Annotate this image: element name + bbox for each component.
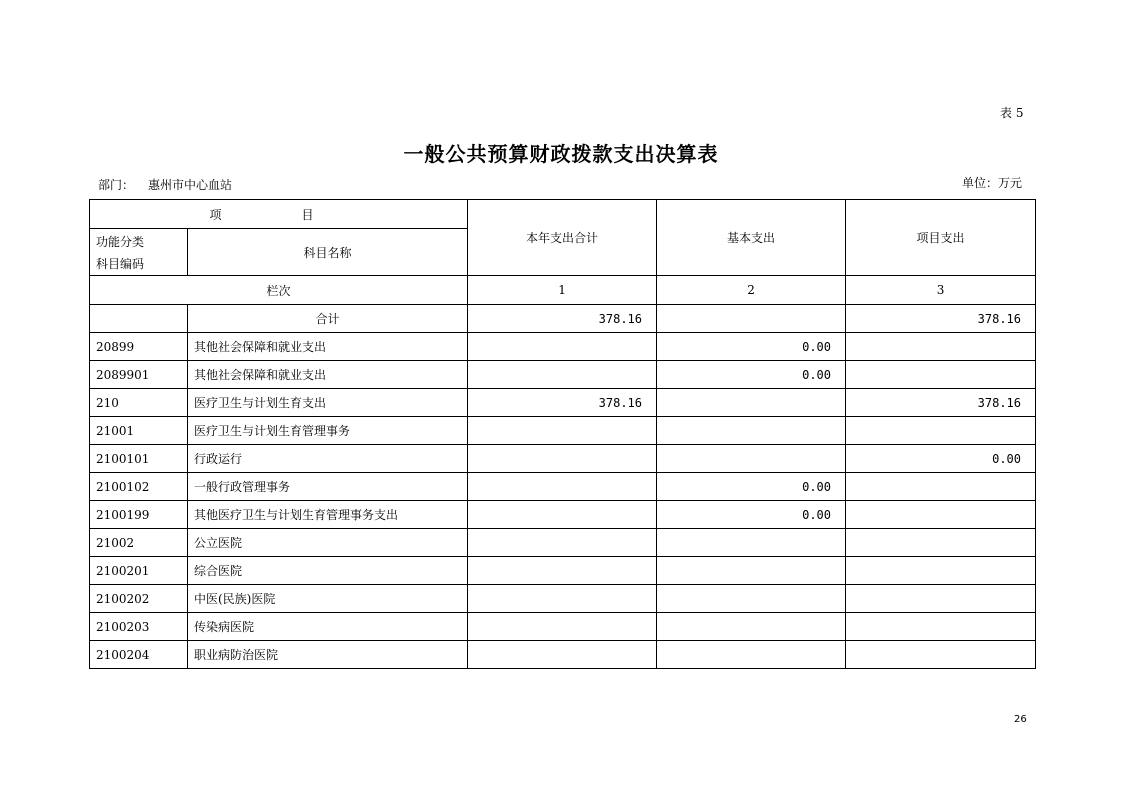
row-project (846, 333, 1036, 361)
header-basic-expenditure: 基本支出 (657, 200, 846, 276)
row-basic (657, 445, 846, 473)
header-total-expenditure: 本年支出合计 (468, 200, 657, 276)
row-basic (657, 585, 846, 613)
row-subject-name: 其他社会保障和就业支出 (188, 333, 468, 361)
row-project: 378.16 (846, 389, 1036, 417)
row-subject-name: 职业病防治医院 (188, 641, 468, 669)
row-project (846, 613, 1036, 641)
row-subject-name: 医疗卫生与计划生育支出 (188, 389, 468, 417)
row-total: 378.16 (468, 389, 657, 417)
row-code: 20899 (90, 333, 188, 361)
row-project (846, 641, 1036, 669)
row-project (846, 473, 1036, 501)
row-project (846, 529, 1036, 557)
row-basic (657, 641, 846, 669)
table-row (90, 473, 1036, 501)
row-subject-name: 综合医院 (188, 557, 468, 585)
table-number: 表 5 (1000, 106, 1024, 120)
row-basic (657, 389, 846, 417)
row-code: 2089901 (90, 361, 188, 389)
row-basic (657, 417, 846, 445)
row-code: 2100199 (90, 501, 188, 529)
header-subject-name: 科目名称 (188, 229, 468, 276)
row-total (468, 529, 657, 557)
row-project (846, 417, 1036, 445)
row-subject-name: 公立医院 (188, 529, 468, 557)
row-basic (657, 557, 846, 585)
row-code: 2100102 (90, 473, 188, 501)
row-total (468, 417, 657, 445)
expenditure-table (89, 199, 1036, 669)
row-code: 2100204 (90, 641, 188, 669)
table-row (90, 529, 1036, 557)
total-basic (657, 305, 846, 333)
row-total (468, 473, 657, 501)
header-function-code-line1: 功能分类 (96, 235, 145, 249)
header-col2: 2 (657, 276, 846, 305)
row-project (846, 501, 1036, 529)
table-row (90, 585, 1036, 613)
row-subject-name: 其他社会保障和就业支出 (188, 361, 468, 389)
table-row (90, 641, 1036, 669)
department-line (98, 176, 232, 193)
row-total (468, 333, 657, 361)
page-title: 一般公共预算财政拨款支出决算表 (403, 142, 719, 166)
row-project: 0.00 (846, 445, 1036, 473)
header-item: 项 目 (90, 200, 468, 229)
row-basic: 0.00 (657, 473, 846, 501)
department-label: 部门： (98, 178, 135, 192)
table-row (90, 389, 1036, 417)
row-project (846, 361, 1036, 389)
header-project-expenditure: 项目支出 (846, 200, 1036, 276)
row-project (846, 585, 1036, 613)
row-subject-name: 传染病医院 (188, 613, 468, 641)
row-basic (657, 613, 846, 641)
row-code: 2100201 (90, 557, 188, 585)
table-row (90, 501, 1036, 529)
header-col1: 1 (468, 276, 657, 305)
row-subject-name: 其他医疗卫生与计划生育管理事务支出 (188, 501, 468, 529)
table-row (90, 613, 1036, 641)
row-total (468, 585, 657, 613)
total-total: 378.16 (468, 305, 657, 333)
total-row (90, 305, 1036, 333)
department-name: 惠州市中心血站 (148, 178, 233, 192)
row-basic (657, 529, 846, 557)
header-function-code-line2: 科目编码 (96, 257, 145, 271)
row-code: 2100101 (90, 445, 188, 473)
header-function-code (90, 229, 188, 276)
row-code: 210 (90, 389, 188, 417)
row-subject-name: 行政运行 (188, 445, 468, 473)
row-basic: 0.00 (657, 501, 846, 529)
total-project: 378.16 (846, 305, 1036, 333)
page-number: 26 (1014, 714, 1027, 725)
row-basic: 0.00 (657, 361, 846, 389)
table-row (90, 333, 1036, 361)
header-col3: 3 (846, 276, 1036, 305)
row-total (468, 557, 657, 585)
table-row (90, 417, 1036, 445)
row-total (468, 613, 657, 641)
row-total (468, 361, 657, 389)
table-row (90, 557, 1036, 585)
row-code: 21001 (90, 417, 188, 445)
header-row-index: 栏次 (90, 276, 468, 305)
row-subject-name: 医疗卫生与计划生育管理事务 (188, 417, 468, 445)
total-code-cell (90, 305, 188, 333)
table-row (90, 445, 1036, 473)
row-total (468, 641, 657, 669)
row-total (468, 501, 657, 529)
row-project (846, 557, 1036, 585)
row-total (468, 445, 657, 473)
row-code: 2100203 (90, 613, 188, 641)
row-code: 21002 (90, 529, 188, 557)
table-row (90, 361, 1036, 389)
total-label: 合计 (188, 305, 468, 333)
row-subject-name: 中医(民族)医院 (188, 585, 468, 613)
row-code: 2100202 (90, 585, 188, 613)
unit-label: 单位：万元 (962, 176, 1023, 190)
row-subject-name: 一般行政管理事务 (188, 473, 468, 501)
row-basic: 0.00 (657, 333, 846, 361)
